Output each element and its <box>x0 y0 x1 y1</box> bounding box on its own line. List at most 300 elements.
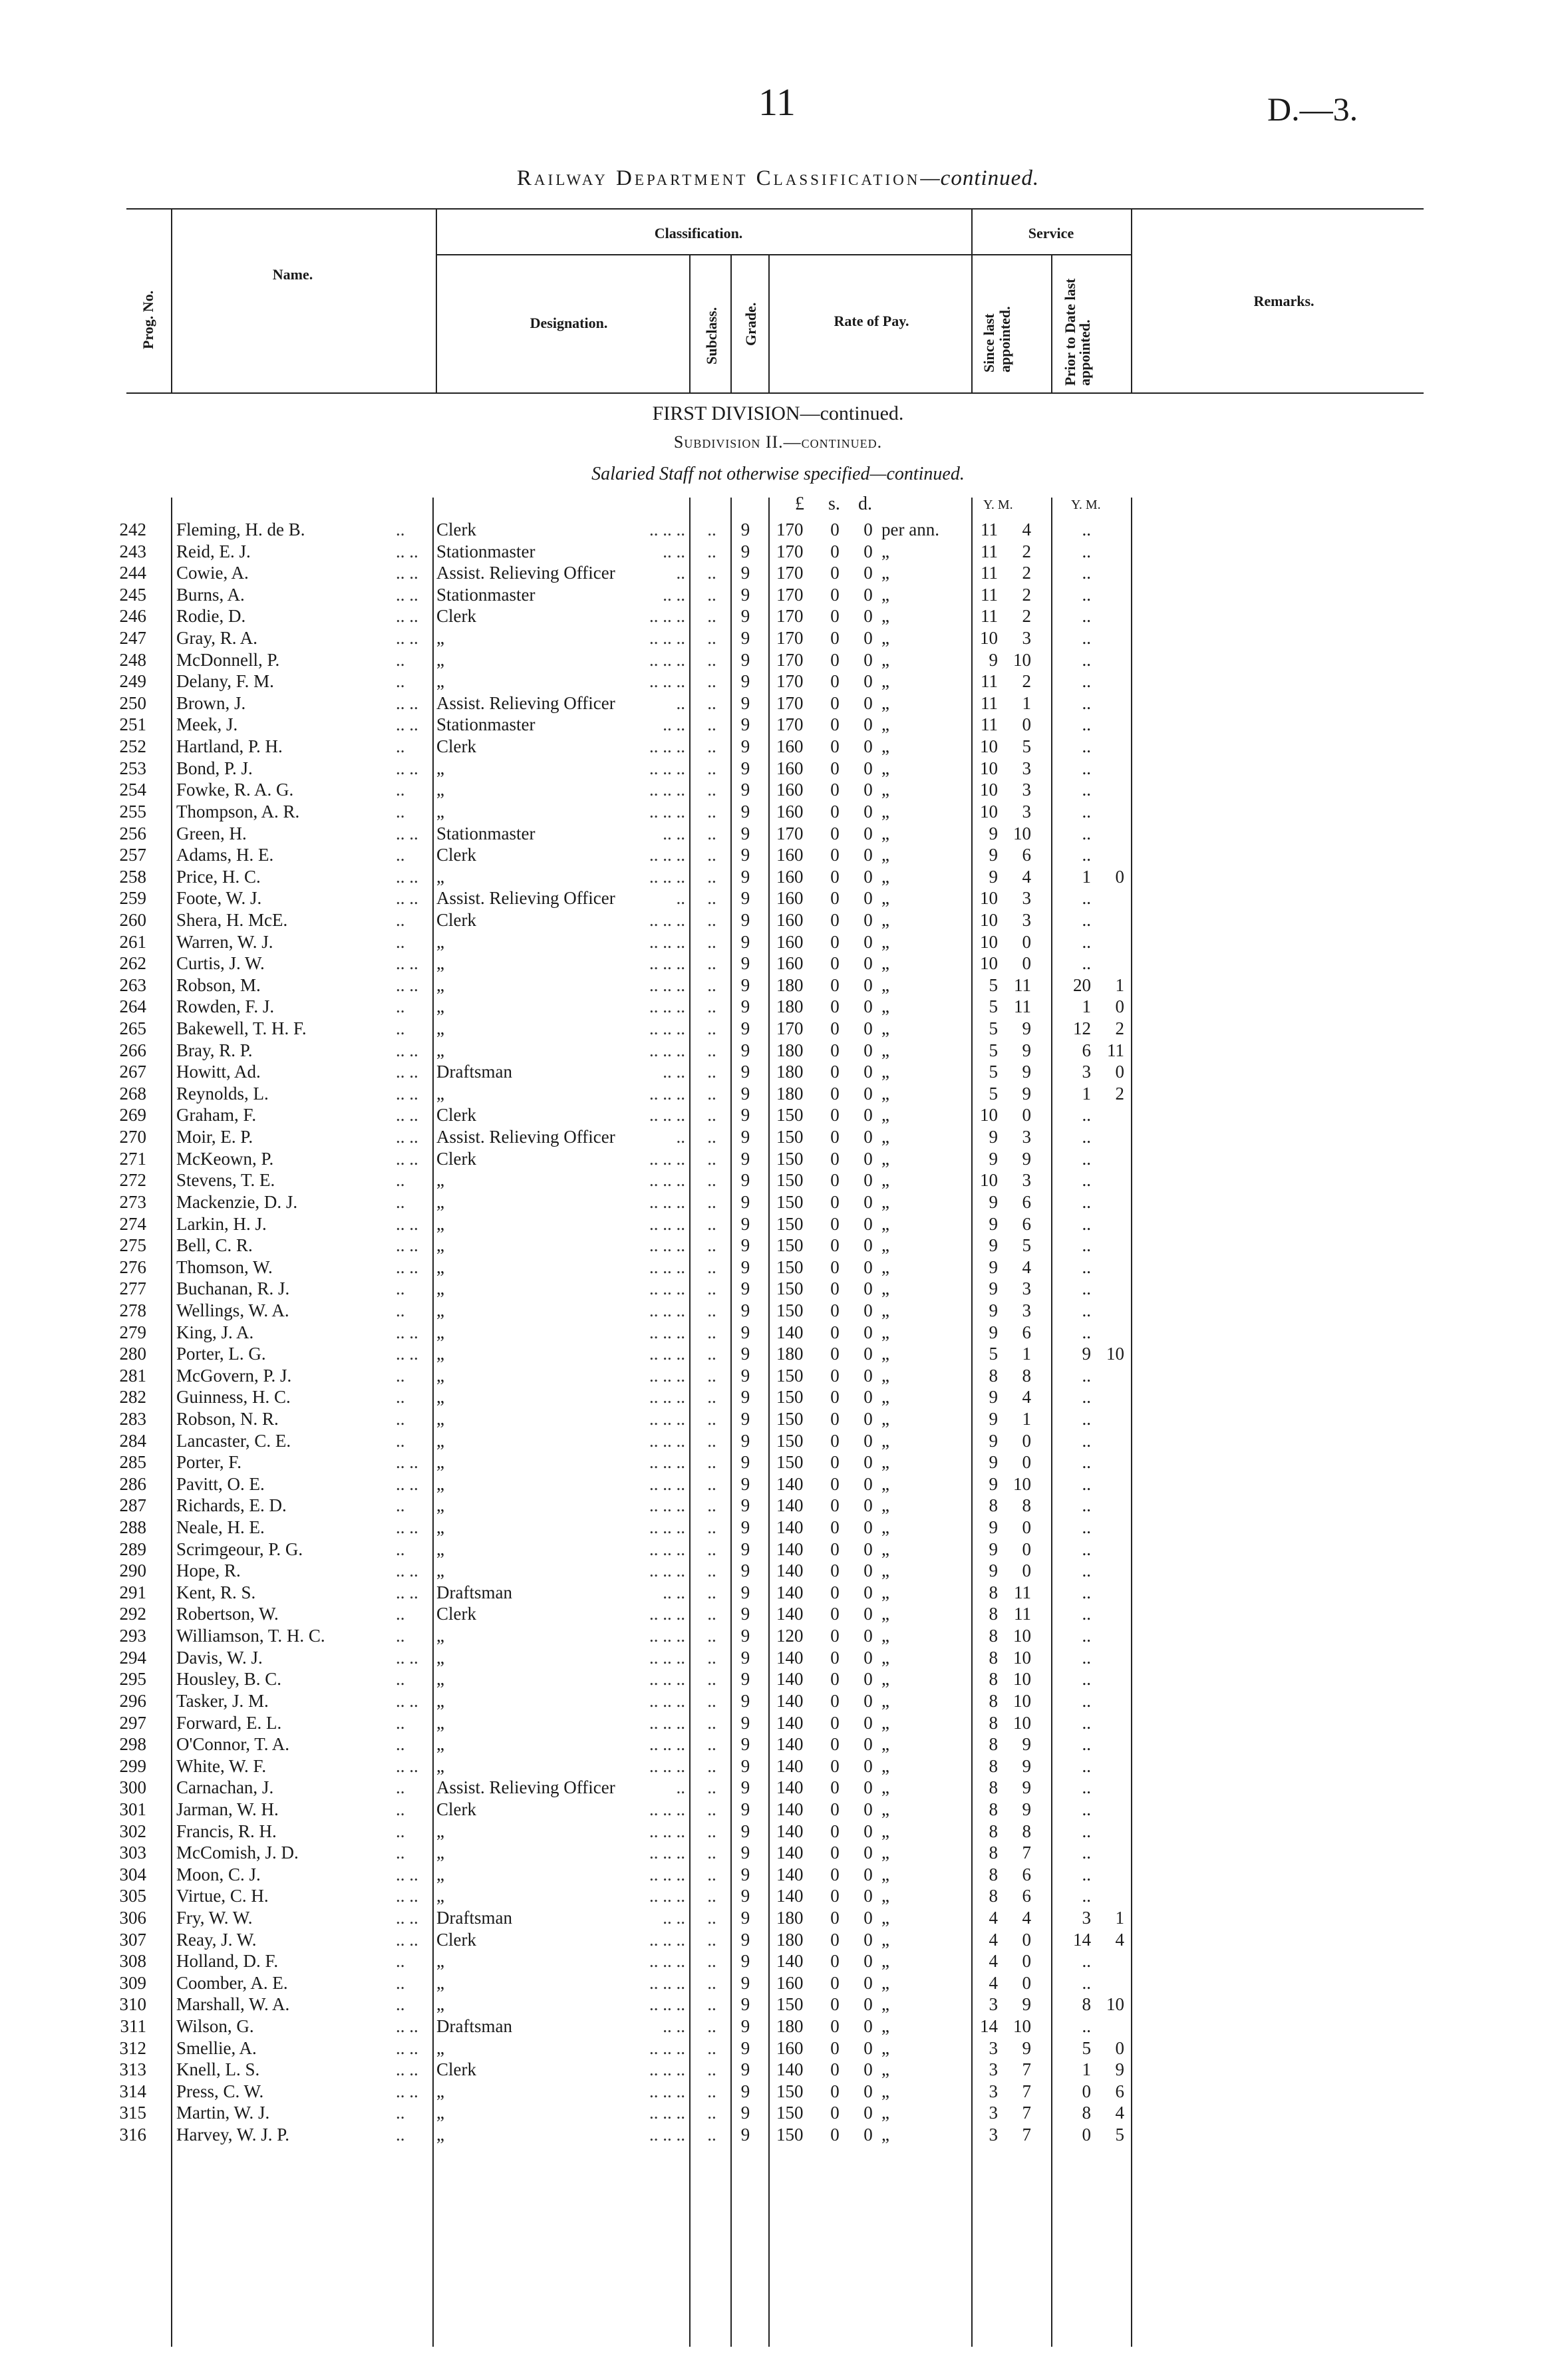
designation-leader-dots: .. <box>676 692 685 713</box>
employee-name: Scrimgeour, P. G. <box>176 1539 303 1559</box>
rate-shillings: 0 <box>830 1669 840 1690</box>
grade: 9 <box>740 1951 750 1972</box>
col-rule-3 <box>689 254 691 392</box>
table-row <box>0 1712 1556 1734</box>
name-leader-dots: .. <box>396 1972 405 1993</box>
since-years: 8 <box>989 1582 998 1602</box>
rate-period: „ <box>881 909 889 930</box>
grade: 9 <box>740 1626 750 1646</box>
rate-shillings: 0 <box>830 1257 840 1277</box>
grade: 9 <box>740 541 750 561</box>
name-leader-dots: .. <box>396 780 405 800</box>
rate-shillings: 0 <box>830 1994 840 2015</box>
name-leader-dots: .. .. <box>396 823 418 843</box>
subclass-blank: .. <box>707 2125 716 2145</box>
since-years: 9 <box>989 823 998 843</box>
prog-number: 304 <box>119 1864 146 1884</box>
since-years: 8 <box>989 1734 998 1755</box>
rate-pounds: 160 <box>776 780 804 800</box>
rate-pounds: 140 <box>776 1669 804 1690</box>
rate-pounds: 150 <box>776 1430 804 1451</box>
designation-leader-dots: .. .. .. <box>649 1191 685 1212</box>
designation: „ <box>436 1994 444 2015</box>
table-row <box>0 1495 1556 1517</box>
subclass-blank: .. <box>707 1799 716 1819</box>
since-years: 9 <box>989 1127 998 1147</box>
subclass-blank: .. <box>707 1951 716 1972</box>
prog-number: 245 <box>119 584 146 605</box>
designation-leader-dots: .. .. .. <box>649 1626 685 1646</box>
name-leader-dots: .. .. <box>396 1452 418 1473</box>
rate-pounds: 170 <box>776 606 804 627</box>
col-rule-8 <box>1131 208 1132 392</box>
rate-period: „ <box>881 1062 889 1082</box>
employee-name: Howitt, Ad. <box>176 1062 261 1082</box>
designation-leader-dots: .. .. .. <box>649 866 685 887</box>
rate-pence: 0 <box>863 1018 873 1039</box>
employee-name: Mackenzie, D. J. <box>176 1191 298 1212</box>
since-months: 7 <box>1022 1843 1031 1863</box>
since-years: 8 <box>989 1604 998 1624</box>
since-months: 3 <box>1022 1278 1031 1299</box>
grade: 9 <box>740 1799 750 1819</box>
designation-leader-dots: .. .. <box>663 1908 685 1928</box>
rate-period: „ <box>881 1170 889 1191</box>
grade: 9 <box>740 1755 750 1776</box>
designation: Stationmaster <box>436 714 536 735</box>
prior-years: 1 <box>1082 866 1091 887</box>
prior-months: 2 <box>1115 1083 1124 1104</box>
grade: 9 <box>740 953 750 974</box>
col-rule-6 <box>971 208 973 392</box>
prog-number: 297 <box>119 1712 146 1733</box>
since-months: 11 <box>1014 996 1031 1017</box>
since-months: 9 <box>1022 1148 1031 1169</box>
designation: „ <box>436 866 444 887</box>
rate-pounds: 140 <box>776 1864 804 1884</box>
designation-leader-dots: .. .. .. <box>649 671 685 692</box>
name-leader-dots: .. <box>396 671 405 692</box>
since-months: 0 <box>1022 1972 1031 1993</box>
rate-pence: 0 <box>863 1213 873 1234</box>
rate-pounds: 180 <box>776 1344 804 1364</box>
prior-years: .. <box>1082 1690 1091 1711</box>
name-leader-dots: .. <box>396 1994 405 2015</box>
name-leader-dots: .. <box>396 1951 405 1972</box>
prog-number: 265 <box>119 1018 146 1039</box>
employee-name: Rodie, D. <box>176 606 246 627</box>
designation-leader-dots: .. .. .. <box>649 1344 685 1364</box>
rate-shillings: 0 <box>830 1322 840 1342</box>
designation: Clerk <box>436 606 476 627</box>
subclass-blank: .. <box>707 1473 716 1494</box>
since-years: 5 <box>989 1344 998 1364</box>
rate-pounds: 180 <box>776 1908 804 1928</box>
since-years: 9 <box>989 1148 998 1169</box>
designation: Clerk <box>436 2059 476 2080</box>
rate-period: „ <box>881 2037 889 2058</box>
grade: 9 <box>740 1647 750 1668</box>
header-rate-of-pay: Rate of Pay. <box>834 313 909 329</box>
unit-shillings: s. <box>828 494 840 514</box>
subclass-blank: .. <box>707 1257 716 1277</box>
subclass-blank: .. <box>707 584 716 605</box>
rate-pence: 0 <box>863 888 873 909</box>
since-months: 3 <box>1022 628 1031 649</box>
rate-pounds: 140 <box>776 1755 804 1776</box>
rate-pounds: 140 <box>776 1690 804 1711</box>
subclass-blank: .. <box>707 1083 716 1104</box>
designation-leader-dots: .. .. <box>663 714 685 735</box>
since-years: 9 <box>989 1387 998 1408</box>
since-months: 0 <box>1022 1929 1031 1950</box>
rate-shillings: 0 <box>830 1626 840 1646</box>
header-name: Name. <box>272 266 313 283</box>
since-years: 8 <box>989 1647 998 1668</box>
prior-years: 6 <box>1082 1040 1091 1060</box>
name-leader-dots: .. <box>396 1408 405 1429</box>
rate-pounds: 140 <box>776 1517 804 1538</box>
subclass-blank: .. <box>707 1994 716 2015</box>
since-months: 0 <box>1022 1561 1031 1581</box>
designation-leader-dots: .. .. .. <box>649 2059 685 2080</box>
grade: 9 <box>740 1105 750 1125</box>
designation: „ <box>436 1387 444 1408</box>
rate-shillings: 0 <box>830 606 840 627</box>
employee-name: Reid, E. J. <box>176 541 251 561</box>
since-years: 14 <box>980 2016 998 2037</box>
rate-shillings: 0 <box>830 1604 840 1624</box>
name-leader-dots: .. <box>396 2125 405 2145</box>
name-leader-dots: .. .. <box>396 1473 418 1494</box>
rate-pence: 0 <box>863 1951 873 1972</box>
rate-period: „ <box>881 1755 889 1776</box>
employee-name: McComish, J. D. <box>176 1843 299 1863</box>
name-leader-dots: .. <box>396 520 405 539</box>
rate-shillings: 0 <box>830 1864 840 1884</box>
grade: 9 <box>740 931 750 952</box>
rate-pounds: 150 <box>776 1148 804 1169</box>
prior-years: 8 <box>1082 1994 1091 2015</box>
header-prior-to-date <box>1063 259 1092 386</box>
rate-pounds: 170 <box>776 628 804 649</box>
header-since-last <box>981 259 1013 372</box>
grade: 9 <box>740 1843 750 1863</box>
grade: 9 <box>740 649 750 670</box>
prog-number: 244 <box>119 563 146 583</box>
rate-period: „ <box>881 1647 889 1668</box>
subclass-blank: .. <box>707 1690 716 1711</box>
since-months: 3 <box>1022 909 1031 930</box>
employee-name: Green, H. <box>176 823 247 843</box>
rate-pence: 0 <box>863 1886 873 1906</box>
rate-pence: 0 <box>863 671 873 692</box>
subclass-blank: .. <box>707 1561 716 1581</box>
rate-period: „ <box>881 1452 889 1473</box>
rate-pounds: 150 <box>776 1235 804 1256</box>
prog-number: 270 <box>119 1127 146 1147</box>
rate-pence: 0 <box>863 1690 873 1711</box>
rate-period: „ <box>881 931 889 952</box>
table-row <box>0 1126 1556 1148</box>
rate-pence: 0 <box>863 2103 873 2123</box>
rate-period: „ <box>881 1799 889 1819</box>
table-row <box>0 996 1556 1018</box>
table-row <box>0 1517 1556 1539</box>
prior-years: 8 <box>1082 2103 1091 2123</box>
since-months: 2 <box>1022 584 1031 605</box>
table-row <box>0 1950 1556 1972</box>
subclass-blank: .. <box>707 931 716 952</box>
designation-leader-dots: .. .. <box>663 584 685 605</box>
since-years: 9 <box>989 1430 998 1451</box>
grade: 9 <box>740 1083 750 1104</box>
subclass-blank: .. <box>707 1821 716 1841</box>
employee-name: Warren, W. J. <box>176 931 273 952</box>
table-row <box>0 1799 1556 1821</box>
table-row <box>0 1430 1556 1452</box>
subclass-blank: .. <box>707 2103 716 2123</box>
subclass-blank: .. <box>707 649 716 670</box>
grade: 9 <box>740 801 750 821</box>
designation-leader-dots: .. .. .. <box>649 1821 685 1841</box>
col-rule-1 <box>171 208 172 392</box>
designation-leader-dots: .. .. .. <box>649 1517 685 1538</box>
rate-pounds: 150 <box>776 1300 804 1320</box>
rate-pounds: 150 <box>776 1213 804 1234</box>
prior-years: .. <box>1082 1105 1091 1125</box>
prog-number: 295 <box>119 1669 146 1690</box>
rate-pounds: 170 <box>776 563 804 583</box>
since-months: 5 <box>1022 1235 1031 1256</box>
rate-pence: 0 <box>863 714 873 735</box>
prior-years: 3 <box>1082 1908 1091 1928</box>
subclass-blank: .. <box>707 1040 716 1060</box>
rate-shillings: 0 <box>830 1495 840 1516</box>
since-years: 5 <box>989 1018 998 1039</box>
subclass-blank: .. <box>707 2081 716 2101</box>
name-leader-dots: .. .. <box>396 1062 418 1082</box>
name-leader-dots: .. .. <box>396 606 418 627</box>
rate-pounds: 170 <box>776 584 804 605</box>
table-row <box>0 1821 1556 1843</box>
since-years: 11 <box>981 606 998 627</box>
rate-pence: 0 <box>863 1365 873 1386</box>
unit-years-months-prior: Y. M. <box>1071 498 1101 512</box>
designation-leader-dots: .. .. .. <box>649 1669 685 1690</box>
designation: Draftsman <box>436 1582 512 1602</box>
rate-period: „ <box>881 1408 889 1429</box>
subclass-blank: .. <box>707 2037 716 2058</box>
grade: 9 <box>740 2059 750 2080</box>
rate-pence: 0 <box>863 1799 873 1819</box>
subclass-blank: .. <box>707 1734 716 1755</box>
since-years: 4 <box>989 1908 998 1928</box>
name-leader-dots: .. <box>396 1300 405 1320</box>
rate-shillings: 0 <box>830 2059 840 2080</box>
prog-number: 307 <box>119 1929 146 1950</box>
rate-pounds: 160 <box>776 909 804 930</box>
name-leader-dots: .. <box>396 1777 405 1798</box>
rate-pence: 0 <box>863 953 873 974</box>
designation: Clerk <box>436 1148 476 1169</box>
since-months: 3 <box>1022 888 1031 909</box>
rate-pounds: 160 <box>776 888 804 909</box>
rate-period: „ <box>881 1821 889 1841</box>
rate-pence: 0 <box>863 2081 873 2101</box>
name-leader-dots: .. .. <box>396 563 418 583</box>
rate-pence: 0 <box>863 801 873 821</box>
employee-name: Meek, J. <box>176 714 238 735</box>
since-months: 6 <box>1022 845 1031 865</box>
prior-years: .. <box>1082 1777 1091 1798</box>
grade: 9 <box>740 1344 750 1364</box>
grade: 9 <box>740 1994 750 2015</box>
grade: 9 <box>740 1604 750 1624</box>
since-years: 11 <box>981 714 998 735</box>
employee-name: Foote, W. J. <box>176 888 262 909</box>
employee-name: Kent, R. S. <box>176 1582 256 1602</box>
rate-period: „ <box>881 1365 889 1386</box>
employee-name: Graham, F. <box>176 1105 257 1125</box>
since-years: 5 <box>989 1040 998 1060</box>
rate-period: „ <box>881 2125 889 2145</box>
prior-years: 1 <box>1082 1083 1091 1104</box>
prog-number: 280 <box>119 1344 146 1364</box>
since-months: 4 <box>1022 1908 1031 1928</box>
employee-name: Jarman, W. H. <box>176 1799 279 1819</box>
name-leader-dots: .. .. <box>396 2016 418 2037</box>
rate-period: „ <box>881 1495 889 1516</box>
prior-years: .. <box>1082 1127 1091 1147</box>
grade: 9 <box>740 1908 750 1928</box>
designation: „ <box>436 1951 444 1972</box>
table-row <box>0 1994 1556 2015</box>
name-leader-dots: .. <box>396 1734 405 1755</box>
prior-years: .. <box>1082 1278 1091 1299</box>
grade: 9 <box>740 1821 750 1841</box>
name-leader-dots: .. .. <box>396 1886 418 1906</box>
rate-shillings: 0 <box>830 1929 840 1950</box>
subclass-blank: .. <box>707 1387 716 1408</box>
table-row <box>0 1603 1556 1625</box>
since-months: 9 <box>1022 1777 1031 1798</box>
grade: 9 <box>740 1018 750 1039</box>
rate-shillings: 0 <box>830 1062 840 1082</box>
designation: „ <box>436 780 444 800</box>
designation-leader-dots: .. .. .. <box>649 1929 685 1950</box>
grade: 9 <box>740 1127 750 1147</box>
since-years: 4 <box>989 1929 998 1950</box>
grade: 9 <box>740 1148 750 1169</box>
division-heading: FIRST DIVISION—continued. <box>652 402 904 424</box>
employee-name: White, W. F. <box>176 1755 267 1776</box>
subclass-blank: .. <box>707 520 716 539</box>
rate-period: „ <box>881 1690 889 1711</box>
rate-pounds: 150 <box>776 2103 804 2123</box>
employee-name: McKeown, P. <box>176 1148 274 1169</box>
table-row <box>0 670 1556 692</box>
rate-shillings: 0 <box>830 520 840 539</box>
table-row <box>0 1235 1556 1257</box>
rate-shillings: 0 <box>830 1127 840 1147</box>
grade: 9 <box>740 758 750 778</box>
since-months: 3 <box>1022 1127 1031 1147</box>
name-leader-dots: .. <box>396 2103 405 2123</box>
table-row <box>0 1668 1556 1690</box>
since-years: 10 <box>980 628 998 649</box>
designation: „ <box>436 1322 444 1342</box>
employee-name: Williamson, T. H. C. <box>176 1626 325 1646</box>
since-years: 8 <box>989 1799 998 1819</box>
since-years: 4 <box>989 1951 998 1972</box>
prog-number: 255 <box>119 801 146 821</box>
name-leader-dots: .. .. <box>396 1127 418 1147</box>
rate-shillings: 0 <box>830 584 840 605</box>
grade: 9 <box>740 1365 750 1386</box>
rate-pence: 0 <box>863 584 873 605</box>
rate-period: „ <box>881 1929 889 1950</box>
prior-years: .. <box>1082 1257 1091 1277</box>
since-months: 10 <box>1013 1473 1031 1494</box>
prog-number: 308 <box>119 1951 146 1972</box>
grade: 9 <box>740 1517 750 1538</box>
rate-pence: 0 <box>863 563 873 583</box>
rate-period: „ <box>881 671 889 692</box>
employee-name: Reynolds, L. <box>176 1083 269 1104</box>
table-row <box>0 736 1556 758</box>
since-years: 9 <box>989 1300 998 1320</box>
rate-period: „ <box>881 823 889 843</box>
since-months: 3 <box>1022 758 1031 778</box>
rate-pounds: 140 <box>776 2059 804 2080</box>
table-row <box>0 1560 1556 1582</box>
rate-period: „ <box>881 1148 889 1169</box>
rate-pence: 0 <box>863 1408 873 1429</box>
rate-period: „ <box>881 736 889 757</box>
employee-name: Lancaster, C. E. <box>176 1430 291 1451</box>
rate-shillings: 0 <box>830 541 840 561</box>
subclass-blank: .. <box>707 953 716 974</box>
rate-pounds: 170 <box>776 692 804 713</box>
prog-number: 264 <box>119 996 146 1017</box>
rate-pence: 0 <box>863 1626 873 1646</box>
rate-period: „ <box>881 1951 889 1972</box>
name-leader-dots: .. <box>396 931 405 952</box>
designation-leader-dots: .. .. .. <box>649 1213 685 1234</box>
employee-name: Price, H. C. <box>176 866 261 887</box>
rate-pounds: 140 <box>776 1734 804 1755</box>
employee-name: Curtis, J. W. <box>176 953 265 974</box>
since-months: 2 <box>1022 671 1031 692</box>
name-leader-dots: .. <box>396 1170 405 1191</box>
since-months: 4 <box>1022 520 1031 539</box>
prog-number: 306 <box>119 1908 146 1928</box>
since-years: 9 <box>989 1408 998 1429</box>
rate-shillings: 0 <box>830 866 840 887</box>
subclass-blank: .. <box>707 1908 716 1928</box>
since-months: 7 <box>1022 2125 1031 2145</box>
rate-pence: 0 <box>863 1821 873 1841</box>
rate-pounds: 140 <box>776 1647 804 1668</box>
designation-leader-dots: .. .. .. <box>649 2037 685 2058</box>
rate-pounds: 180 <box>776 1040 804 1060</box>
table-row <box>0 2102 1556 2124</box>
designation: „ <box>436 2103 444 2123</box>
rate-period: „ <box>881 1777 889 1798</box>
grade: 9 <box>740 1539 750 1559</box>
name-leader-dots: .. .. <box>396 692 418 713</box>
